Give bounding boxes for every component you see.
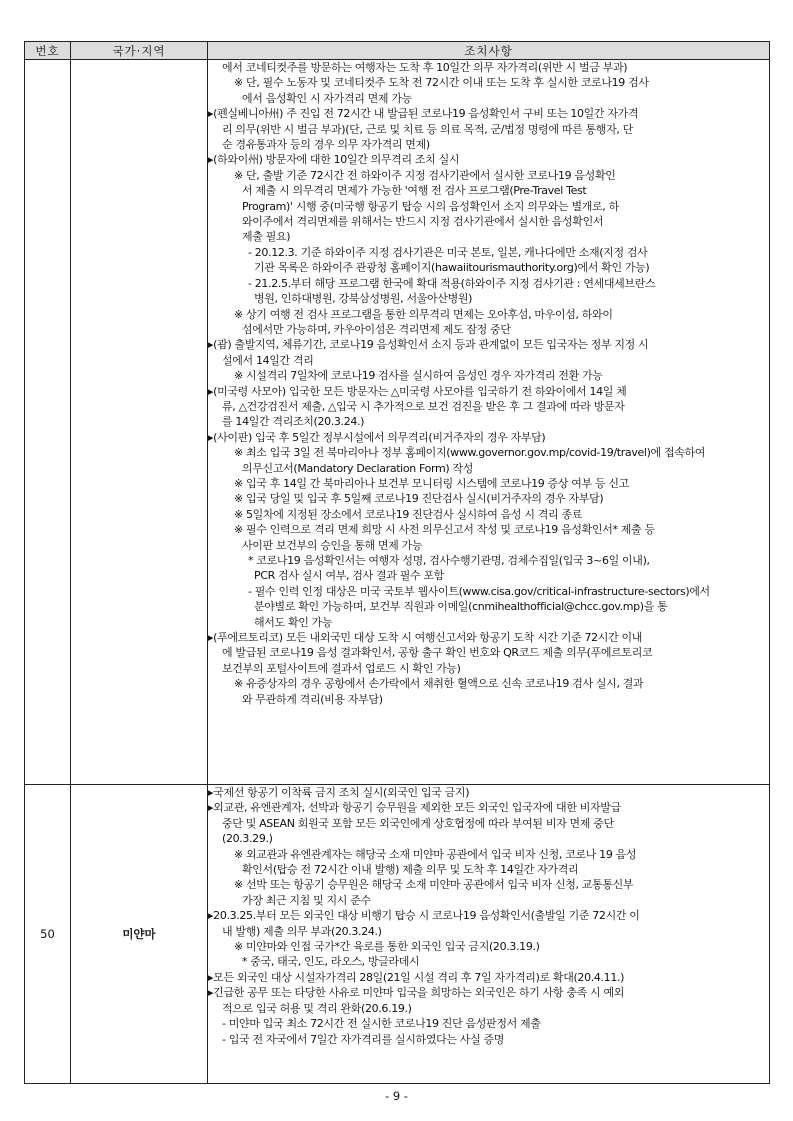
- measure-line: 의무신고서(Mandatory Declaration Form) 작성: [242, 461, 473, 475]
- table-header-row: [25, 42, 770, 60]
- measure-line: ▸(푸에르토리코) 모든 내외국민 대상 도착 시 여행신고서와 항공기 도착 시간 기준 72시간 이내: [208, 631, 643, 645]
- measure-line: 분야별로 확인 가능하며, 보건부 직원과 이메일(cnmihealthofficial@chcc.gov.mp)을 통: [254, 600, 668, 614]
- measure-line: 에 발급된 코로나19 음성 결과확인서, 공항 출구 확인 번호와 QR코드 제출 의무(푸에르토리코: [222, 646, 653, 660]
- measure-line: (20.3.29.): [222, 832, 273, 846]
- measure-line: Program)' 시행 중(미국행 항공기 탑승 시의 음성확인서 소지 의무와는 별개로, 하: [242, 199, 619, 213]
- measure-line: ▸국제선 항공기 이착륙 금지 조치 실시(외국인 입국 금지): [208, 786, 470, 799]
- table-row: [25, 785, 770, 1084]
- measure-line: 를 14일간 격리조치(20.3.24.): [222, 415, 365, 429]
- measure-line: 에서 코네티컷주를 방문하는 여행자는 도착 후 10일간 의무 자가격리(위반 시 벌금 부과): [222, 61, 628, 74]
- row-number: [25, 60, 71, 785]
- measure-line: 리 의무(위반 시 벌금 부과)(단, 근로 및 치료 등 의료 목적, 군/법정 명령에 따른 통행자, 단: [222, 122, 633, 136]
- measure-line: ※ 5일차에 지정된 장소에서 코로나19 진단검사 실시하여 음성 시 격리 종료: [234, 507, 583, 521]
- measure-line: ▸모든 외국인 대상 시설자가격리 28일(21일 시설 격리 후 7일 자가격리)로 확대(20.4.11.): [208, 970, 625, 984]
- measure-line: - 필수 인력 인정 대상은 미국 국토부 웹사이트(www.cisa.gov/critical-infrastructure-sectors)에서: [248, 584, 710, 598]
- row-measures: [208, 60, 770, 785]
- measure-line: - 20.12.3. 기준 하와이주 지정 검사기관은 미국 본토, 일본, 캐나다에만 소재(지정 검사: [248, 245, 648, 259]
- measure-line: ▸긴급한 공무 또는 타당한 사유로 미얀마 입국을 희망하는 외국인은 하기 사항 충족 시 예외: [208, 986, 625, 1000]
- row-number: 50: [25, 785, 71, 1084]
- measure-line: ※ 미얀마와 인접 국가*간 육로를 통한 외국인 입국 금지(20.3.19.): [234, 940, 540, 954]
- measure-line: 와 무관하게 격리(비용 자부담): [242, 692, 383, 706]
- measure-line: 섬에서만 가능하며, 카우아이섬은 격리면제 제도 잠정 중단: [242, 322, 511, 336]
- measures-list: [208, 60, 769, 707]
- row-measures: [208, 785, 770, 1084]
- measure-line: ※ 단, 출발 기준 72시간 전 하와이주 지정 검사기관에서 실시한 코로나19 음성확인: [234, 168, 616, 182]
- measure-line: 서 제출 시 의무격리 면제가 가능한 '여행 전 검사 프로그램(Pre-Travel Test: [242, 184, 587, 198]
- measure-line: 제출 필요): [242, 230, 291, 244]
- table-row: [25, 60, 770, 785]
- measure-line: - 21.2.5.부터 해당 프로그램 한국에 확대 적용(하와이주 지정 검사기관 : 연세대세브란스: [248, 276, 656, 290]
- measure-line: PCR 검사 실시 여부, 검사 결과 필수 포함: [254, 569, 444, 583]
- header-country: 국가·지역: [71, 42, 208, 60]
- measure-line: ▸(펜실베니아州) 주 진입 전 72시간 내 발급된 코로나19 음성확인서 구비 또는 10일간 자가격: [208, 107, 639, 121]
- measure-line: ※ 상기 여행 전 검사 프로그램을 통한 의무격리 면제는 오아후섬, 마우이섬, 하와이: [234, 307, 613, 321]
- measure-line: 내 발행) 제출 의무 부과(20.3.24.): [222, 924, 382, 938]
- measure-line: ▸(하와이州) 방문자에 대한 10일간 의무격리 조치 실시: [208, 153, 460, 167]
- measure-line: 와이주에서 격리면제를 위해서는 반드시 지정 검사기관에서 실시한 음성확인서: [242, 215, 604, 229]
- measure-line: 확인서(탑승 전 72시간 이내 발행) 제출 의무 및 도착 후 14일간 자가격리: [242, 863, 579, 877]
- row-country: 미얀마: [71, 785, 208, 1084]
- measure-line: * 중국, 태국, 인도, 라오스, 방글라데시: [242, 955, 420, 969]
- measure-line: ※ 선박 또는 항공기 승무원은 해당국 소재 미얀마 공관에서 입국 비자 신청, 교통통신부: [234, 878, 634, 892]
- measure-line: 적으로 입국 허용 및 격리 완화(20.6.19.): [222, 1001, 412, 1015]
- measure-line: ※ 필수 인력으로 격리 면제 희망 시 사전 의무신고서 작성 및 코로나19 음성확인서* 제출 등: [234, 523, 655, 537]
- measures-table: [24, 41, 770, 1084]
- measure-line: 보건부의 포털사이트에 결과서 업로드 시 확인 가능): [222, 661, 461, 675]
- measure-line: - 미얀마 입국 최소 72시간 전 실시한 코로나19 진단 음성판정서 제출: [222, 1017, 541, 1031]
- measure-line: ※ 시설격리 7일차에 코로나19 검사를 실시하여 음성인 경우 자가격리 전환 가능: [234, 369, 603, 383]
- measure-line: ▸(괌) 출발지역, 체류기간, 코로나19 음성확인서 소지 등과 관계없이 모든 입국자는 정부 지정 시: [208, 338, 649, 352]
- row-country: [71, 60, 208, 785]
- measure-line: 병원, 인하대병원, 강북삼성병원, 서울아산병원): [254, 292, 473, 306]
- measure-line: 에서 음성확인 시 자가격리 면제 가능: [242, 91, 412, 105]
- measure-line: ※ 입국 후 14일 간 북마리아나 보건부 모니터링 시스템에 코로나19 증상 여부 등 신고: [234, 476, 629, 490]
- measure-line: ※ 입국 당일 및 입국 후 5일째 코로나19 진단검사 실시(비거주자의 경우 자부담): [234, 492, 604, 506]
- measure-line: ▸20.3.25.부터 모든 외국인 대상 비행기 탑승 시 코로나19 음성확인서(출발일 기준 72시간 이: [208, 909, 640, 923]
- page-number: - 9 -: [385, 1089, 408, 1103]
- measure-line: ▸(미국령 사모아) 입국한 모든 방문자는 △미국령 사모아를 입국하기 전 하와이에서 14일 체: [208, 384, 627, 398]
- measures-list: [208, 785, 769, 1047]
- header-measures: 조치사항: [208, 42, 770, 60]
- measure-line: * 코로나19 음성확인서는 여행자 성명, 검사수행기관명, 검체수집일(입국 3~6일 이내),: [248, 554, 650, 567]
- measure-line: 가장 최근 지침 및 지시 준수: [242, 893, 371, 907]
- measure-line: ※ 유증상자의 경우 공항에서 손가락에서 채취한 혈액으로 신속 코로나19 검사 실시, 결과: [234, 677, 644, 691]
- measure-line: 해서도 확인 가능: [254, 615, 333, 629]
- measure-line: 류, △건강검진서 제출, △입국 시 추가적으로 보건 검진을 받은 후 그 결과에 따라 방문자: [222, 399, 625, 413]
- measure-line: ▸(사이판) 입국 후 5일간 정부시설에서 의무격리(비거주자의 경우 자부담): [208, 430, 546, 444]
- measure-line: ※ 외교관과 유엔관계자는 해당국 소재 미얀마 공관에서 입국 비자 신청, 코로나 19 음성: [234, 847, 637, 861]
- measure-line: 설에서 14일간 격리: [222, 353, 314, 367]
- measure-line: ※ 단, 필수 노동자 및 코네티컷주 도착 전 72시간 이내 또는 도착 후 실시한 코로나19 검사: [234, 76, 649, 90]
- measure-line: - 입국 전 자국에서 7일간 자가격리를 실시하였다는 사실 증명: [222, 1032, 505, 1046]
- measure-line: 사이판 보건부의 승인을 통해 면제 가능: [242, 538, 423, 552]
- measure-line: ▸외교관, 유엔관계자, 선박과 항공기 승무원을 제외한 모든 외국인 입국자에 대한 비자발급: [208, 801, 621, 815]
- measure-line: 순 경유통과자 등의 경우 의무 자가격리 면제): [222, 138, 430, 152]
- measure-line: 기관 목록은 하와이주 관광청 홈페이지(hawaiitourismauthority.org)에서 확인 가능): [254, 261, 650, 275]
- measure-line: ※ 최소 입국 3일 전 북마리아나 정부 홈페이지(www.governor.gov.mp/covid-19/travel)에 접속하여: [234, 446, 706, 460]
- measure-line: 중단 및 ASEAN 회원국 포함 모든 외국인에게 상호협정에 따라 부여된 비자 면제 중단: [222, 816, 614, 830]
- header-number: 번호: [25, 42, 71, 60]
